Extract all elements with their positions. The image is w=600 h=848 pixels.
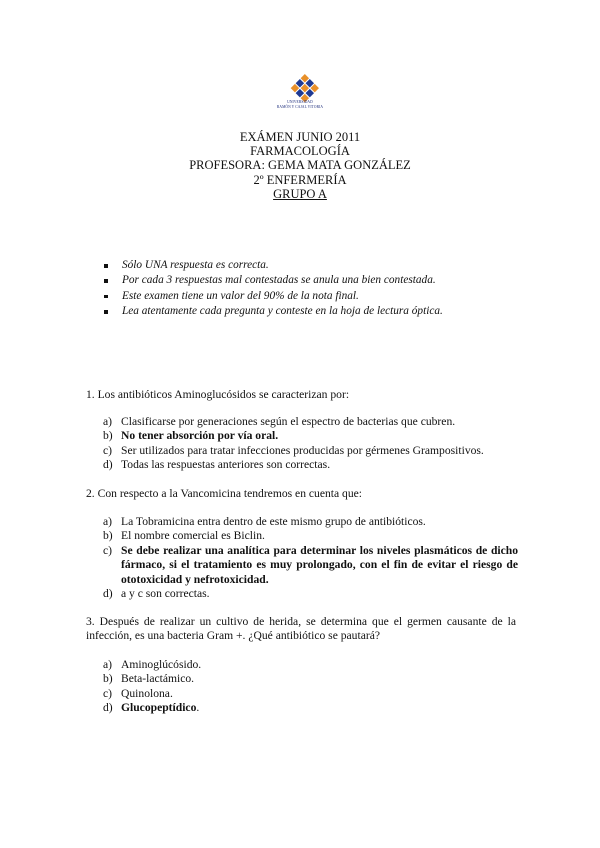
group: GRUPO A <box>273 186 327 201</box>
bullet-icon <box>104 264 108 268</box>
exam-header <box>150 130 450 201</box>
question-2: 2. Con respecto a la Vancomicina tendremos en cuenta que: <box>86 487 363 500</box>
question-3-options <box>103 658 518 716</box>
question-1-options <box>103 415 518 473</box>
option-b: b) El nombre comercial es Biclin. <box>103 529 265 543</box>
option-c: c) Quinolona. <box>103 686 173 700</box>
option-d: d) Glucopeptídico. <box>103 701 200 715</box>
bullet-icon <box>104 310 108 314</box>
instruction-item: Este examen tiene un valor del 90% de la nota final. <box>104 289 524 304</box>
bullet-icon <box>104 295 108 299</box>
question-1: 1. Los antibióticos Aminoglucósidos se caracterizan por: <box>86 388 350 401</box>
option-a: a) Clasificarse por generaciones según el espectro de bacterias que cubren. <box>103 415 456 428</box>
question-2-options <box>103 515 518 601</box>
option-d: d) a y c son correctas. <box>103 587 210 601</box>
question-3: 3. Después de realizar un cultivo de herida, se determina que el germen causante de la infección, es una bacteria Gram +. ¿Qué antibiótico se pautará? <box>86 615 516 643</box>
option-b: b) No tener absorción por vía oral. <box>103 429 279 443</box>
teacher: PROFESORA: GEMA MATA GONZÁLEZ <box>189 158 411 173</box>
subject: FARMACOLOGÍA <box>250 144 350 159</box>
instruction-item: Sólo UNA respuesta es correcta. <box>104 258 524 273</box>
instructions-list <box>104 258 524 320</box>
option-d: d) Todas las respuestas anteriores son correctas. <box>103 458 331 472</box>
option-a: a) Aminoglúcósido. <box>103 658 202 671</box>
option-c: c) Ser utilizados para tratar infecciones producidas por gérmenes Grampositivos. <box>103 443 484 457</box>
option-a: a) La Tobramicina entra dentro de este mismo grupo de antibióticos. <box>103 515 426 528</box>
option-c: c) Se debe realizar una analítica para determinar los niveles plasmáticos de dicho fármaco, si el tratamiento es muy prolongado, con el fin de evitar el riesgo de ototoxicidad y nefrotoxicidad. <box>103 543 518 586</box>
option-b: b) Beta-lactámico. <box>103 672 195 686</box>
instruction-item: Lea atentamente cada pregunta y conteste en la hoja de lectura óptica. <box>104 304 524 319</box>
logo-caption: UNIVERSIDAD RAMÓN Y CAJAL VITORIA <box>276 100 324 109</box>
course: 2º ENFERMERÍA <box>253 172 347 187</box>
bullet-icon <box>104 279 108 283</box>
instruction-item: Por cada 3 respuestas mal contestadas se anula una bien contestada. <box>104 273 524 288</box>
exam-title: EXÁMEN JUNIO 2011 <box>239 130 361 144</box>
